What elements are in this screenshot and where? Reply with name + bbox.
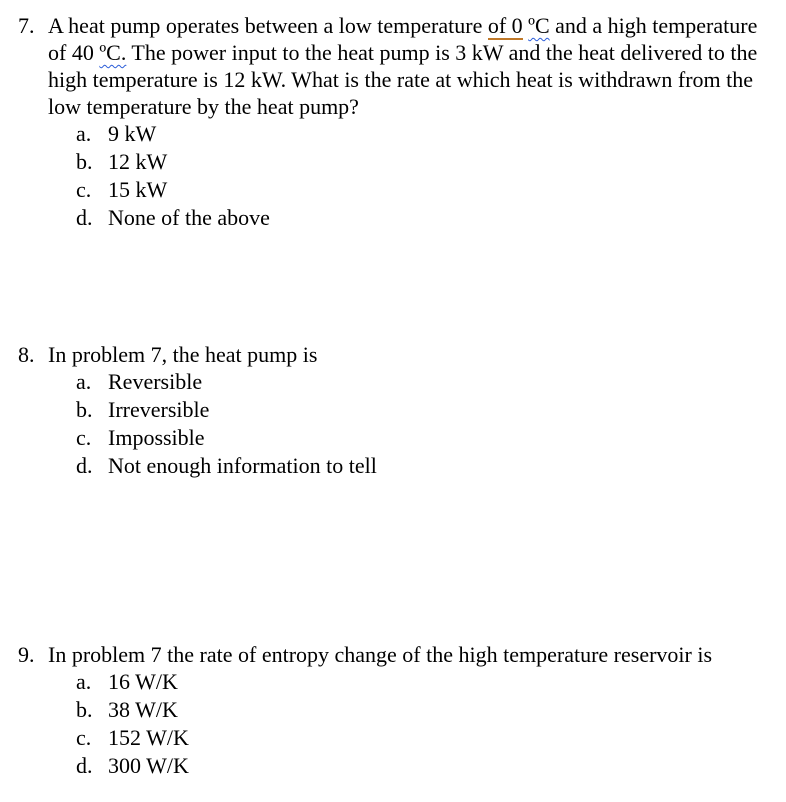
answer-choice-c (76, 724, 778, 752)
choice-text: 12 kW (108, 149, 168, 174)
question-text-part: The power input to the heat pump is 3 kW and the heat delivered to the high temperature is 12 kW. What is the rate at which heat is withdrawn from the low temperature by the heat pump? (48, 40, 758, 119)
choice-letter: a. (76, 121, 92, 146)
choice-text: Not enough information to tell (108, 453, 377, 478)
answer-choice-c (76, 176, 778, 204)
choice-text: Reversible (108, 369, 203, 394)
choice-letter: c. (76, 425, 92, 450)
spelling-flagged-text: ºC (528, 13, 550, 38)
question-9 (18, 641, 778, 780)
question-text: In problem 7, the heat pump is (48, 342, 318, 367)
answer-choice-b (76, 396, 778, 424)
choice-letter: d. (76, 753, 93, 778)
choice-text: 300 W/K (108, 753, 189, 778)
choice-text: Irreversible (108, 397, 210, 422)
choice-text: Impossible (108, 425, 205, 450)
answer-choice-d (76, 752, 778, 780)
answer-choice-a (76, 368, 778, 396)
question-7-stem (18, 12, 778, 120)
choice-letter: d. (76, 453, 93, 478)
choice-text: 9 kW (108, 121, 157, 146)
answer-choice-d (76, 204, 778, 232)
question-number: 8. (18, 342, 35, 367)
answer-choice-b (76, 696, 778, 724)
choice-letter: b. (76, 149, 93, 174)
answer-choice-d (76, 452, 778, 480)
choice-text: 38 W/K (108, 697, 178, 722)
choice-text: 16 W/K (108, 669, 178, 694)
answer-choice-a (76, 668, 778, 696)
answer-choice-a (76, 120, 778, 148)
spelling-flagged-text: ºC. (99, 40, 127, 65)
choice-letter: b. (76, 397, 93, 422)
choice-text: 152 W/K (108, 725, 189, 750)
question-8-stem (18, 341, 778, 368)
question-number: 9. (18, 642, 35, 667)
choice-letter: a. (76, 669, 92, 694)
answer-choices (18, 368, 778, 480)
answer-choices (18, 120, 778, 232)
choice-text: None of the above (108, 205, 270, 230)
question-text-part: A heat pump operates between a low temperature (48, 13, 488, 38)
choice-text: 15 kW (108, 177, 168, 202)
question-9-stem (18, 641, 778, 668)
choice-letter: a. (76, 369, 92, 394)
question-text-part: and a high temperature of 40 (48, 13, 758, 65)
choice-letter: c. (76, 725, 92, 750)
grammar-flagged-text: of 0 (487, 13, 523, 38)
question-8 (18, 341, 778, 480)
question-7 (18, 12, 778, 232)
answer-choices (18, 668, 778, 780)
answer-choice-c (76, 424, 778, 452)
question-number: 7. (18, 13, 35, 38)
choice-letter: d. (76, 205, 93, 230)
choice-letter: b. (76, 697, 93, 722)
choice-letter: c. (76, 177, 92, 202)
answer-choice-b (76, 148, 778, 176)
question-text: In problem 7 the rate of entropy change of the high temperature reservoir is (48, 642, 713, 667)
question-text (48, 12, 778, 120)
